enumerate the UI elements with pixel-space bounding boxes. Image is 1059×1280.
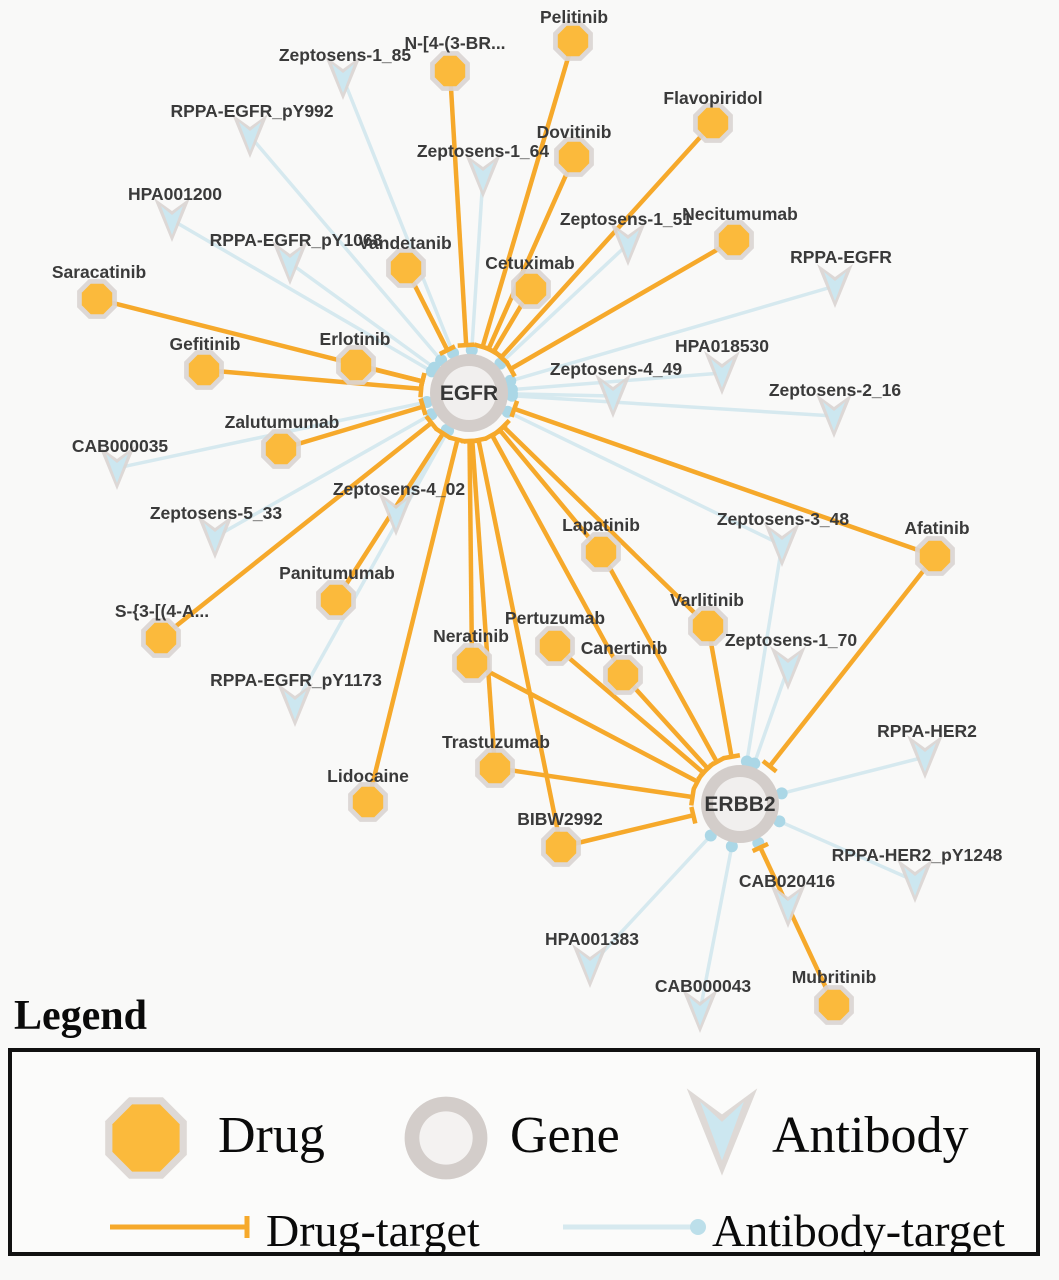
drug-node-pelitinib <box>558 26 588 56</box>
antibody-label-hpa001200: HPA001200 <box>127 184 223 204</box>
drug-node-trastuzumab <box>480 753 510 783</box>
drug-node-flavopiridol <box>698 108 728 138</box>
antibody-label-z164: Zeptosens-1_64 <box>416 141 550 161</box>
gene-label-EGFR: EGFR <box>439 382 499 405</box>
gene-label-ERBB2: ERBB2 <box>704 793 776 816</box>
antibody-label-cetuximab: Cetuximab <box>485 253 575 273</box>
antibody-label-hpa018530: HPA018530 <box>674 336 770 356</box>
antibody-node-icon <box>680 1078 764 1186</box>
antibody-label-dovitinib: Dovitinib <box>536 122 612 142</box>
drug-node-canertinib <box>608 660 638 690</box>
drug-node-gefitinib <box>189 355 219 385</box>
antibody-label-vandetanib: Vandetanib <box>358 233 452 253</box>
drug-node-neratinib <box>457 648 487 678</box>
legend-drug-label: Drug <box>218 1107 325 1164</box>
drug-node-saracatinib <box>82 284 112 314</box>
antibody-label-cab000035: CAB000035 <box>71 436 169 456</box>
legend-antibody-target-label: Antibody-target <box>712 1205 1005 1256</box>
antibody-label-z449: Zeptosens-4_49 <box>549 359 683 379</box>
antibody-label-z185: Zeptosens-1_85 <box>278 45 412 65</box>
antibody-label-py992: RPPA-EGFR_pY992 <box>170 101 334 121</box>
antibody-label-saracatinib: Saracatinib <box>51 262 147 282</box>
edge-tee-ERBB2-varlitinib <box>723 755 740 758</box>
antibody-label-afatinib: Afatinib <box>904 518 970 538</box>
drug-node-lapatinib <box>586 537 616 567</box>
drug-node-nbr <box>435 56 465 86</box>
legend-heading: Legend <box>14 993 148 1039</box>
antibody-label-cab000043: CAB000043 <box>654 976 752 996</box>
drug-node-panitumumab <box>321 585 351 615</box>
drug-node-icon <box>98 1090 194 1186</box>
antibody-target-edge-icon <box>560 1214 712 1240</box>
antibody-label-canertinib: Canertinib <box>580 638 668 658</box>
antibody-label-trastuzumab: Trastuzumab <box>442 732 550 752</box>
edge-tee-ERBB2-bibw2992 <box>691 807 695 824</box>
antibody-label-py1173: RPPA-EGFR_pY1173 <box>210 670 382 690</box>
antibody-label-flavopiridol: Flavopiridol <box>663 88 763 108</box>
antibody-label-rppaher2: RPPA-HER2 <box>877 721 977 741</box>
drug-node-mubritinib <box>819 990 849 1020</box>
antibody-label-z533: Zeptosens-5_33 <box>149 503 283 523</box>
drug-node-dovitinib <box>559 142 589 172</box>
drug-target-edge-ERBB2-trastuzumab <box>495 768 691 797</box>
antibody-label-hpa001383: HPA001383 <box>544 929 640 949</box>
edge-tee-ERBB2-trastuzumab <box>691 789 693 806</box>
antibody-label-rppaegfr: RPPA-EGFR <box>790 247 892 267</box>
drug-node-s3 <box>146 623 176 653</box>
antibody-label-lidocaine: Lidocaine <box>327 766 409 786</box>
antibody-label-z151: Zeptosens-1_51 <box>559 209 693 229</box>
edge-tee-EGFR-erlotinib <box>420 373 424 390</box>
antibody-label-cab020416: CAB020416 <box>738 871 836 891</box>
drug-node-cetuximab <box>516 274 546 304</box>
gene-node-icon <box>400 1092 492 1184</box>
legend-drug-target-label: Drug-target <box>266 1205 480 1256</box>
antibody-label-z170: Zeptosens-1_70 <box>724 630 858 650</box>
drug-node-bibw2992 <box>546 832 576 862</box>
antibody-label-erlotinib: Erlotinib <box>319 329 391 349</box>
antibody-target-edge-ERBB2-rppaher2 <box>782 757 925 793</box>
antibody-label-py1068: RPPA-EGFR_pY1068 <box>209 230 383 250</box>
antibody-label-z348: Zeptosens-3_48 <box>716 509 850 529</box>
drug-node-varlitinib <box>693 611 723 641</box>
edge-tee-EGFR-nbr <box>458 345 475 346</box>
legend-gene-label: Gene <box>510 1107 620 1164</box>
drug-node-pertuzumab <box>540 631 570 661</box>
legend-antibody-label: Antibody <box>772 1107 969 1164</box>
antibody-label-necitumumab: Necitumumab <box>682 204 798 224</box>
antibody-label-z216: Zeptosens-2_16 <box>768 380 902 400</box>
drug-node-lidocaine <box>353 787 383 817</box>
drug-node-erlotinib <box>341 350 371 380</box>
antibody-label-pelitinib: Pelitinib <box>539 7 609 27</box>
drug-node-afatinib <box>920 541 950 571</box>
legend-box <box>8 1048 1040 1256</box>
antibody-label-mubritinib: Mubritinib <box>791 967 877 987</box>
antibody-label-nbr: N-[4-(3-BR... <box>404 33 506 53</box>
antibody-label-zalutumumab: Zalutumumab <box>224 412 340 432</box>
antibody-label-z402: Zeptosens-4_02 <box>332 479 466 499</box>
antibody-label-py1248: RPPA-HER2_pY1248 <box>831 845 1003 865</box>
antibody-label-pertuzumab: Pertuzumab <box>504 608 606 628</box>
antibody-label-s3: S-{3-[(4-A... <box>114 601 210 621</box>
antibody-label-panitumumab: Panitumumab <box>279 563 395 583</box>
antibody-label-bibw2992: BIBW2992 <box>517 809 603 829</box>
antibody-label-varlitinib: Varlitinib <box>670 590 744 610</box>
drug-target-edge-icon <box>107 1214 259 1240</box>
drug-target-edge-EGFR-trastuzumab <box>472 443 495 768</box>
antibody-label-gefitinib: Gefitinib <box>169 334 241 354</box>
drug-node-necitumumab <box>719 225 749 255</box>
drug-node-vandetanib <box>391 253 421 283</box>
antibody-label-lapatinib: Lapatinib <box>562 515 640 535</box>
antibody-target-edge-EGFR-z164 <box>472 176 483 350</box>
drug-node-zalutumumab <box>266 434 296 464</box>
antibody-label-neratinib: Neratinib <box>433 626 509 646</box>
drug-target-edge-EGFR-nbr <box>450 71 466 343</box>
